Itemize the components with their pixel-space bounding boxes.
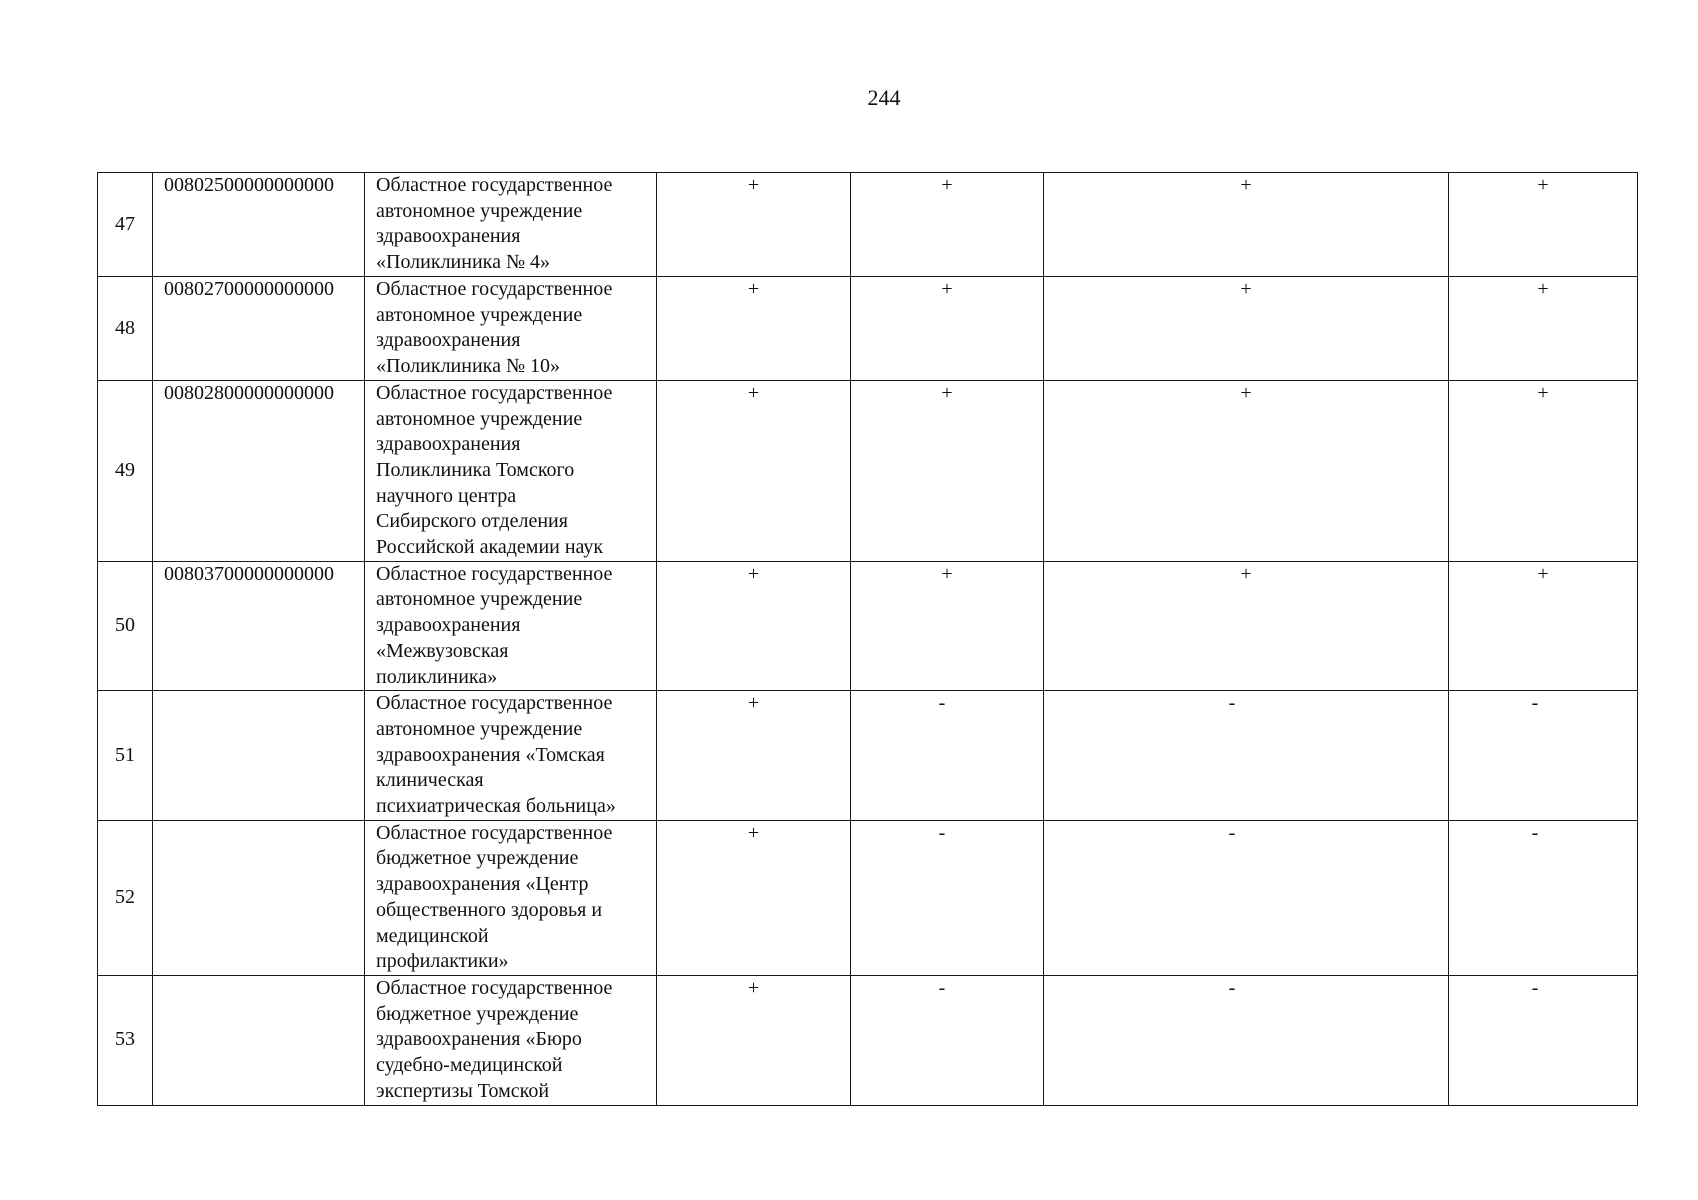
institution-name-line: Областное государственное: [376, 278, 613, 300]
institution-name-line: бюджетное учреждение: [376, 847, 579, 870]
institution-name-cell: [365, 380, 657, 561]
institution-name-line: Российской академии наук: [376, 536, 604, 559]
institution-name-line: экспертизы Томской: [376, 1079, 550, 1102]
institution-name-line: автономное учреждение: [376, 588, 583, 611]
institution-name-line: здравоохранения: [376, 225, 521, 248]
mark-cell-4: +: [1449, 173, 1638, 277]
row-number-cell: 50: [98, 561, 153, 691]
institution-name-line: Областное государственное: [376, 821, 613, 844]
institution-name-line: здравоохранения «Томская: [376, 743, 605, 766]
institution-name-line: Областное государственное: [376, 381, 613, 404]
institution-name-line: автономное учреждение: [376, 717, 583, 740]
institution-name-line: бюджетное учреждение: [376, 1002, 579, 1025]
mark-cell-3: -: [1044, 975, 1449, 1105]
institution-name-cell: [365, 561, 657, 691]
institution-name-line: медицинской: [376, 924, 489, 947]
row-number-cell: 47: [98, 173, 153, 277]
row-number-cell: 48: [98, 277, 153, 381]
table-row: [98, 277, 1638, 381]
mark-cell-2: +: [851, 380, 1044, 561]
institution-name-line: здравоохранения: [376, 433, 521, 456]
row-number-cell: 49: [98, 380, 153, 561]
table-row: [98, 380, 1638, 561]
mark-cell-3: +: [1044, 173, 1449, 277]
institution-name-line: Областное государственное: [376, 174, 613, 196]
mark-cell-4: -: [1449, 691, 1638, 821]
institution-name-line: здравоохранения: [376, 614, 521, 637]
mark-cell-3: -: [1044, 820, 1449, 975]
institution-code-cell: 00802700000000000: [153, 277, 365, 381]
institution-code-cell: 00802500000000000: [153, 173, 365, 277]
institution-name-line: общественного здоровья и: [376, 898, 603, 921]
mark-cell-2: +: [851, 173, 1044, 277]
institution-name-line: «Межвузовская: [376, 639, 509, 662]
mark-cell-3: +: [1044, 561, 1449, 691]
mark-cell-1: +: [657, 277, 851, 381]
table-row: [98, 173, 1638, 277]
institution-name-line: здравоохранения: [376, 329, 521, 352]
mark-cell-3: +: [1044, 380, 1449, 561]
mark-cell-4: +: [1449, 277, 1638, 381]
institution-code-cell: [153, 691, 365, 821]
institution-name-line: профилактики»: [376, 950, 509, 973]
mark-cell-1: +: [657, 561, 851, 691]
mark-cell-4: -: [1449, 975, 1638, 1105]
mark-cell-1: +: [657, 691, 851, 821]
mark-cell-2: +: [851, 277, 1044, 381]
mark-cell-2: +: [851, 561, 1044, 691]
row-number-cell: 53: [98, 975, 153, 1105]
mark-cell-1: +: [657, 380, 851, 561]
table-row: [98, 975, 1638, 1105]
institution-code-cell: 00802800000000000: [153, 380, 365, 561]
institution-code-cell: [153, 975, 365, 1105]
institution-name-line: автономное учреждение: [376, 303, 583, 326]
registry-table-body: [98, 173, 1638, 1106]
institution-name-line: Поликлиника Томского: [376, 458, 575, 481]
institution-name-line: Областное государственное: [376, 692, 613, 715]
institution-name-line: научного центра: [376, 484, 517, 507]
institution-name-line: психиатрическая больница»: [376, 795, 616, 818]
institution-name-line: здравоохранения «Центр: [376, 873, 589, 896]
row-number-cell: 52: [98, 820, 153, 975]
mark-cell-3: -: [1044, 691, 1449, 821]
mark-cell-1: +: [657, 975, 851, 1105]
table-row: [98, 561, 1638, 691]
institution-name-line: «Поликлиника № 10»: [376, 355, 561, 378]
mark-cell-4: -: [1449, 820, 1638, 975]
institution-name-line: «Поликлиника № 4»: [376, 251, 551, 274]
mark-cell-3: +: [1044, 277, 1449, 381]
institution-code-cell: 00803700000000000: [153, 561, 365, 691]
institution-name-line: клиническая: [376, 769, 484, 792]
table-row: [98, 820, 1638, 975]
institution-name-cell: [365, 820, 657, 975]
mark-cell-4: +: [1449, 380, 1638, 561]
page-number: 244: [867, 85, 901, 110]
institution-name-cell: [365, 691, 657, 821]
institution-name-line: здравоохранения «Бюро: [376, 1028, 582, 1051]
institution-name-line: автономное учреждение: [376, 407, 583, 430]
table-row: [98, 691, 1638, 821]
mark-cell-4: +: [1449, 561, 1638, 691]
institution-name-line: поликлиника»: [376, 665, 498, 688]
institution-name-cell: [365, 975, 657, 1105]
institution-name-line: Сибирского отделения: [376, 510, 568, 533]
row-number-cell: 51: [98, 691, 153, 821]
mark-cell-1: +: [657, 820, 851, 975]
registry-table: [97, 172, 1638, 1106]
mark-cell-1: +: [657, 173, 851, 277]
mark-cell-2: -: [851, 820, 1044, 975]
mark-cell-2: -: [851, 691, 1044, 821]
institution-name-line: Областное государственное: [376, 562, 613, 585]
institution-name-line: Областное государственное: [376, 976, 613, 999]
institution-code-cell: [153, 820, 365, 975]
institution-name-line: автономное учреждение: [376, 199, 583, 222]
institution-name-line: судебно-медицинской: [376, 1054, 563, 1077]
institution-name-cell: [365, 277, 657, 381]
institution-name-cell: [365, 173, 657, 277]
mark-cell-2: -: [851, 975, 1044, 1105]
